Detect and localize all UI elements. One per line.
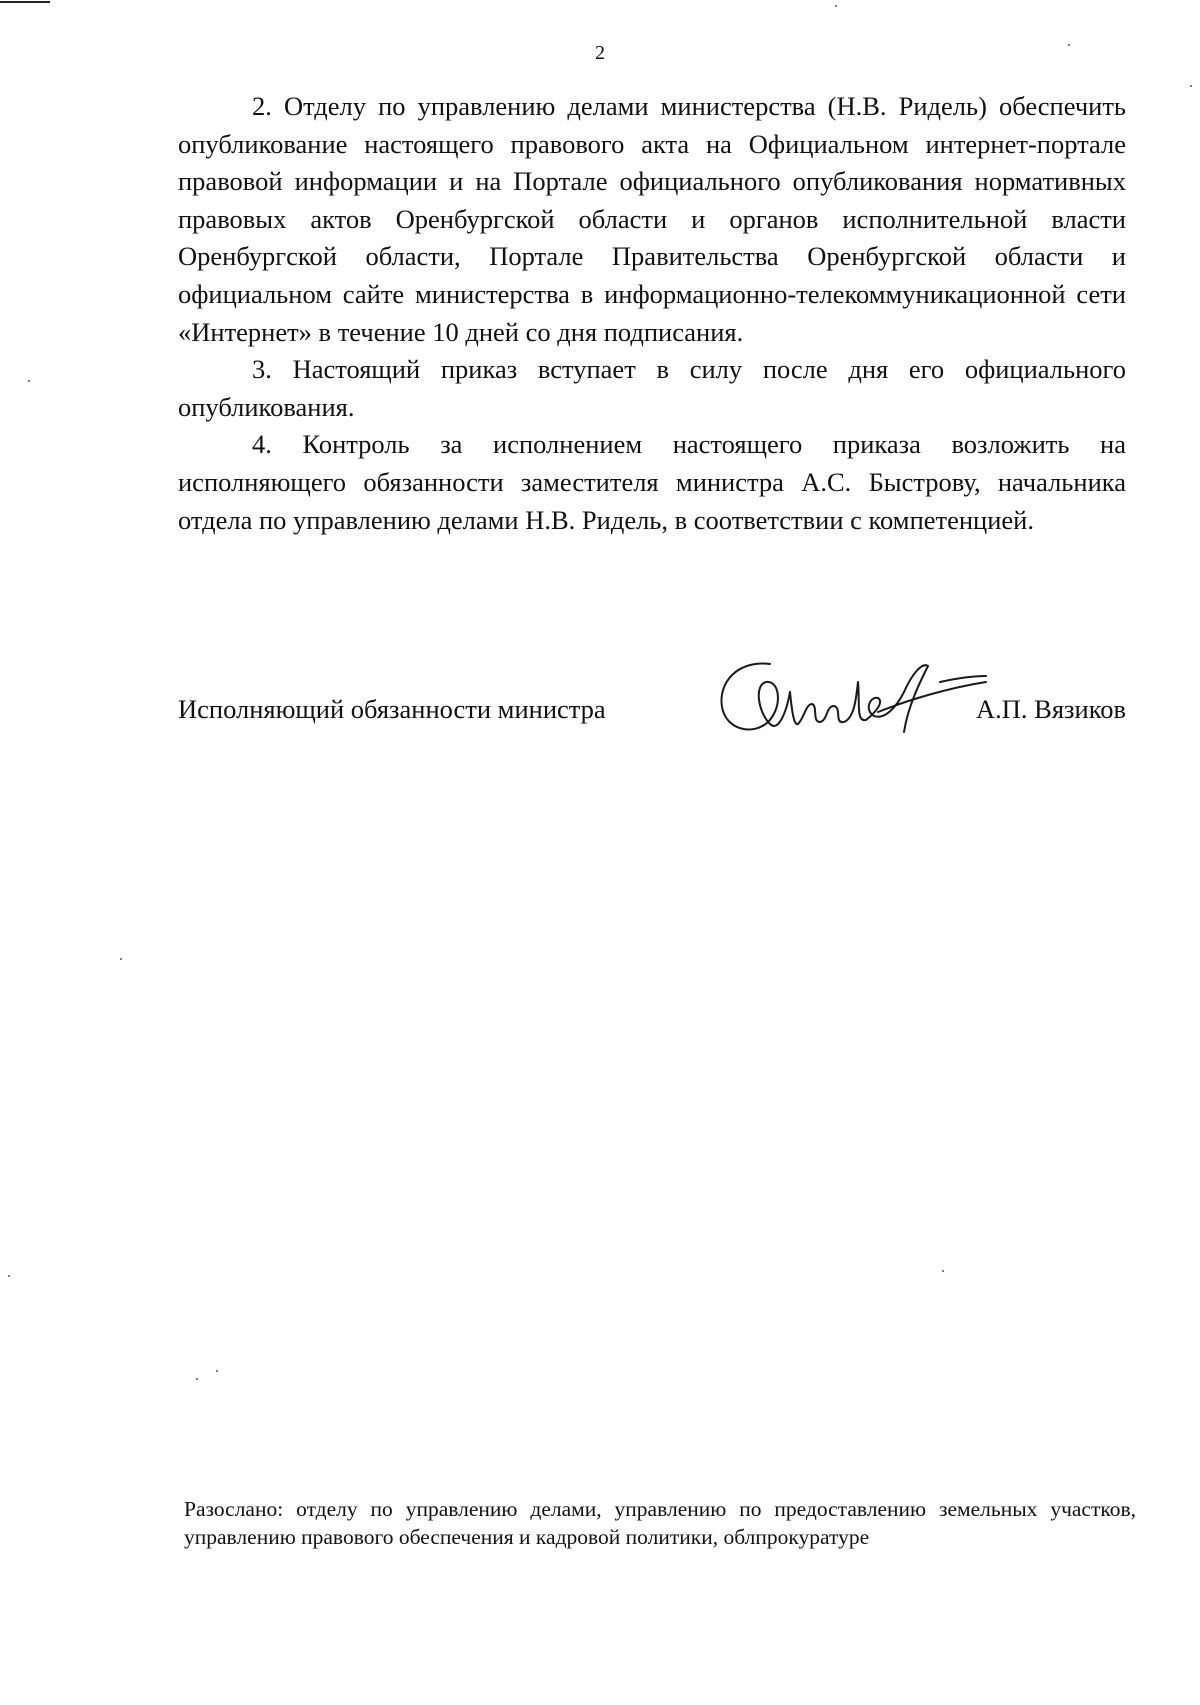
scan-speck <box>1190 85 1192 87</box>
scan-speck <box>216 1370 218 1372</box>
scan-speck <box>196 1378 198 1380</box>
paragraph-publication: 2. Отделу по управлению делами министерства (Н.В. Ридель) обеспечить опубликование настоящего правового акта на Официальном интернет-портале правовой информации и на Портале официального опубликования нормативных правовых актов Оренбургской области и органов исполнительной власти Оренбургской области, Портале Правительства Оренбургской области и официальном сайте министерства в информационно-телекоммуникационной сети «Интернет» в течение 10 дней со дня подписания. <box>178 91 1126 347</box>
scan-speck <box>835 5 837 7</box>
scan-edge-line <box>0 1 50 3</box>
scan-speck <box>120 958 122 960</box>
scan-speck <box>8 1275 10 1277</box>
scan-speck <box>28 380 30 382</box>
document-body <box>178 88 1126 539</box>
signature-block <box>178 652 1126 742</box>
page-number: 2 <box>595 42 605 64</box>
paragraph-control: 4. Контроль за исполнением настоящего приказа возложить на исполняющего обязанности заместителя министра А.С. Быстрову, начальника отдела по управлению делами Н.В. Ридель, в соответствии с компетенцией. <box>178 429 1126 535</box>
paragraph-effective-date: 3. Настоящий приказ вступает в силу после дня его официального опубликования. <box>178 354 1126 422</box>
distribution-list: Разослано: отделу по управлению делами, управлению по предоставлению земельных участков, управлению правового обеспечения и кадровой политики, облпрокуратуре <box>184 1497 1136 1549</box>
signer-title: Исполняющий обязанности министра <box>178 694 606 724</box>
handwritten-signature <box>708 652 988 747</box>
scan-speck <box>1068 44 1070 46</box>
signer-name: А.П. Вязиков <box>976 694 1126 724</box>
scan-speck <box>942 1270 944 1272</box>
